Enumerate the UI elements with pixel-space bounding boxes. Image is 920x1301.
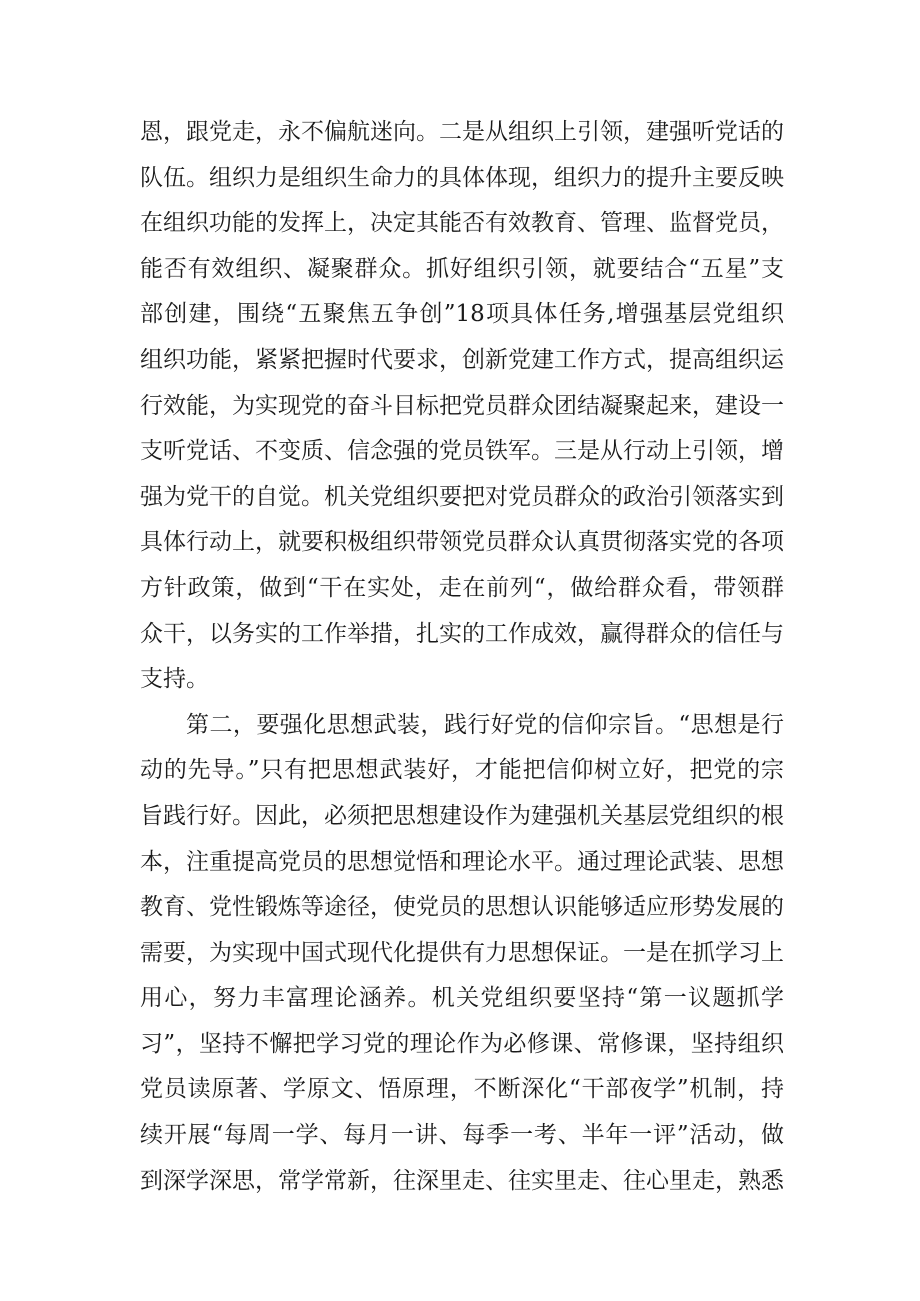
text-line: 部创建，围绕“五聚焦五争创”18项具体任务,增强基层党组织 (140, 301, 784, 328)
text-line: 强为党干的自觉。机关党组织要把对党员群众的政治引领落实到 (140, 483, 784, 510)
body-text (140, 110, 784, 1204)
text-line: 续开展“每周一学、每月一讲、每季一考、半年一评”活动，做 (140, 1122, 784, 1149)
text-line: 需要，为实现中国式现代化提供有力思想保证。一是在抓学习上 (140, 939, 784, 966)
text-line: 在组织功能的发挥上，决定其能否有效教育、管理、监督党员， (140, 210, 784, 237)
text-line: 本，注重提高党员的思想觉悟和理论水平。通过理论武装、思想 (140, 848, 784, 875)
text-line: 方针政策，做到“干在实处，走在前列“，做给群众看，带领群 (140, 574, 784, 601)
text-line: 动的先导。”只有把思想武装好，才能把信仰树立好，把党的宗 (140, 757, 784, 784)
text-line: 行效能，为实现党的奋斗目标把党员群众团结凝聚起来，建设一 (140, 392, 784, 419)
text-line: 组织功能，紧紧把握时代要求，创新党建工作方式，提高组织运 (140, 346, 784, 373)
text-line: 教育、党性锻炼等途径，使党员的思想认识能够适应形势发展的 (140, 894, 784, 921)
text-line: 支听党话、不变质、信念强的党员铁军。三是从行动上引领，增 (140, 438, 784, 465)
text-line: 能否有效组织、凝聚群众。抓好组织引领，就要结合“五星”支 (140, 255, 784, 282)
text-line: 队伍。组织力是组织生命力的具体体现，组织力的提升主要反映 (140, 164, 784, 191)
text-line: 用心，努力丰富理论涵养。机关党组织要坚持“第一议题抓学 (140, 985, 784, 1012)
text-line: 党员读原著、学原文、悟原理，不断深化“干部夜学”机制，持 (140, 1076, 784, 1103)
text-line: 旨践行好。因此，必须把思想建设作为建强机关基层党组织的根 (140, 802, 784, 829)
text-line: 众干，以务实的工作举措，扎实的工作成效，赢得群众的信任与 (140, 620, 784, 647)
text-line: 习”，坚持不懈把学习党的理论作为必修课、常修课，坚持组织 (140, 1030, 784, 1057)
paragraph-first-line: 第二，要强化思想武装，践行好党的信仰宗旨。“思想是行 (186, 711, 784, 738)
text-line: 恩，跟党走，永不偏航迷向。二是从组织上引领，建强听党话的 (140, 119, 784, 145)
text-line: 具体行动上，就要积极组织带领党员群众认真贯彻落实党的各项 (140, 529, 784, 556)
text-line: 到深学深思，常学常新，往深里走、往实里走、往心里走，熟悉 (140, 1167, 784, 1194)
text-line: 支持。 (140, 666, 209, 693)
